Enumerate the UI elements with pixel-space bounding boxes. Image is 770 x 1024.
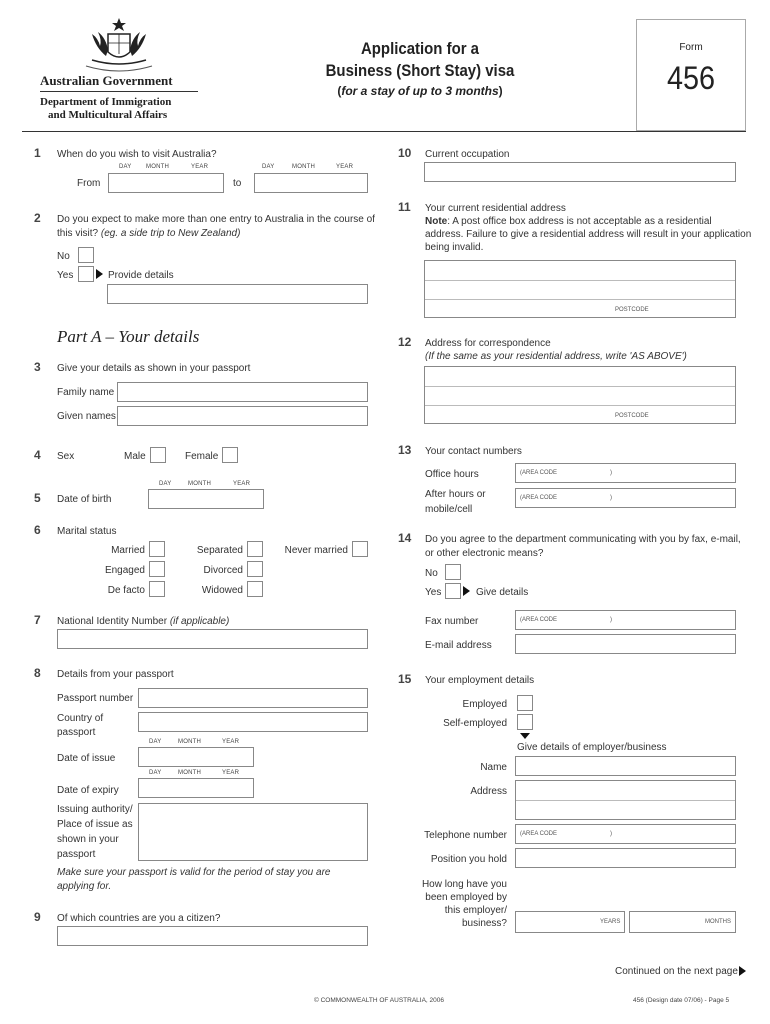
q2-yes-checkbox[interactable] [78,266,94,282]
q2-question-line2: this visit? (eg. a side trip to New Zealand) [57,228,241,239]
q15-how-long-label-line4: business? [461,918,507,929]
q15-give-details-label: Give details of employer/business [517,742,667,753]
q15-self-employed-label: Self-employed [443,718,507,729]
q2-no-label: No [57,251,70,262]
q11-number: 11 [398,200,411,214]
q1-from-date-field[interactable] [108,173,224,193]
q2-details-field[interactable] [107,284,368,304]
q14-fax-label: Fax number [425,616,479,627]
q15-self-employed-checkbox[interactable] [517,714,533,730]
q15-how-long-label-line3: this employer/ [444,905,507,916]
q15-question: Your employment details [425,675,535,686]
q6-separated-checkbox[interactable] [247,541,263,557]
q12-postcode-label: POSTCODE [615,413,649,419]
header-divider [22,131,746,132]
q2-no-checkbox[interactable] [78,247,94,263]
q8-issue-year-label: YEAR [222,739,240,745]
q8-authority-label-line4: passport [57,849,96,860]
q8-passport-number-label: Passport number [57,693,134,704]
q8-issue-month-label: MONTH [178,739,201,745]
form-number-box [636,19,746,131]
q15-address-label: Address [470,786,507,797]
q14-fax-area-code-label: (AREA CODE [520,617,558,623]
q13-office-hours-label: Office hours [425,469,479,480]
q12-question: Address for correspondence [425,338,551,349]
q15-telephone-label: Telephone number [424,830,507,841]
department-name-line2: and Multicultural Affairs [48,109,168,121]
q6-widowed-checkbox[interactable] [247,581,263,597]
q14-no-checkbox[interactable] [445,564,461,580]
q15-arrow-down-icon [520,733,530,739]
q4-male-label: Male [124,451,146,462]
q14-number: 14 [398,531,412,545]
q15-position-field[interactable] [515,848,736,868]
q15-number: 15 [398,672,412,686]
q14-fax-field[interactable] [515,610,736,630]
q14-give-details-label: Give details [476,587,529,598]
q6-question: Marital status [57,526,117,537]
q8-number: 8 [34,666,41,680]
q12-number: 12 [398,335,412,349]
q8-date-expiry-label: Date of expiry [57,785,119,796]
q5-number: 5 [34,491,41,505]
q3-number: 3 [34,360,41,374]
q14-question-line1: Do you agree to the department communicating with you by fax, e-mail, [425,534,741,545]
q2-question-line1: Do you expect to make more than one entry to Australia in the course of [57,214,375,225]
q8-date-issue-field[interactable] [138,747,254,767]
q10-occupation-field[interactable] [424,162,736,182]
q8-authority-label-line2: Place of issue as [57,819,133,830]
q6-engaged-label: Engaged [104,565,145,576]
q10-question: Current occupation [425,149,510,160]
continued-label: Continued on the next page [615,966,738,977]
q8-expiry-day-label: DAY [149,770,162,776]
q15-how-long-label-line1: How long have you [421,879,507,890]
q13-office-area-code-label: (AREA CODE [520,470,558,476]
form-title-line1: Application for a [360,39,480,58]
q1-to-year-label: YEAR [336,164,354,170]
q12-note: (If the same as your residential address, write 'AS ABOVE') [425,351,687,362]
q8-expiry-year-label: YEAR [222,770,240,776]
q13-office-hours-field[interactable] [515,463,736,483]
q9-number: 9 [34,910,41,924]
q8-authority-label-line1: Issuing authority/ [57,804,133,815]
department-name-line1: Department of Immigration [40,96,172,108]
q2-yes-label: Yes [57,270,74,281]
q3-given-names-label: Given names [57,411,116,422]
form-number: 456 [666,60,716,96]
q1-from-year-label: YEAR [191,164,209,170]
q11-address-line-divider [425,299,735,300]
header-rule [40,91,198,92]
q11-note-line3: being invalid. [425,242,484,253]
q6-divorced-checkbox[interactable] [247,561,263,577]
q15-years-field[interactable] [515,911,625,933]
page-number-text: 456 (Design date 07/06) - Page 5 [633,997,730,1004]
q2-number: 2 [34,211,41,225]
q6-separated-label: Separated [196,545,243,556]
q5-month-label: MONTH [188,481,211,487]
q5-date-of-birth-field[interactable] [148,489,264,509]
q8-authority-field[interactable] [138,803,368,861]
q8-date-issue-label: Date of issue [57,753,116,764]
q14-email-label: E-mail address [425,640,492,651]
q15-address-field[interactable] [515,780,736,820]
copyright-text: © COMMONWEALTH OF AUSTRALIA, 2006 [314,997,444,1004]
q9-question: Of which countries are you a citizen? [57,913,221,924]
q12-address-line-divider [425,405,735,406]
coat-of-arms-logo [78,16,160,76]
q14-fax-area-code-close: ) [610,617,612,623]
q14-no-label: No [425,568,438,579]
q6-engaged-checkbox[interactable] [149,561,165,577]
q7-number: 7 [34,613,41,627]
q9-citizenship-field[interactable] [57,926,368,946]
q1-to-month-label: MONTH [292,164,315,170]
q5-day-label: DAY [159,481,172,487]
q13-office-area-code-close: ) [610,470,612,476]
q11-postcode-label: POSTCODE [615,307,649,313]
q1-from-month-label: MONTH [146,164,169,170]
q15-name-label: Name [480,762,507,773]
q11-note-line2: address. Failure to give a residential address will result in your application [425,229,752,240]
q15-telephone-field[interactable] [515,824,736,844]
q11-question: Your current residential address [425,203,566,214]
q8-passport-number-field[interactable] [138,688,368,708]
q8-date-expiry-field[interactable] [138,778,254,798]
q14-email-field[interactable] [515,634,736,654]
q15-tel-area-code-close: ) [610,831,612,837]
q1-from-day-label: DAY [119,164,132,170]
q6-never-married-label: Never married [284,545,348,556]
q15-how-long-label-line2: been employed by [425,892,507,903]
continued-arrow-icon [739,966,746,976]
q13-after-area-code-close: ) [610,495,612,501]
q13-after-area-code-label: (AREA CODE [520,495,558,501]
q6-widowed-label: Widowed [201,585,243,596]
q4-male-checkbox[interactable] [150,447,166,463]
q15-years-label: YEARS [600,919,621,925]
q1-question: When do you wish to visit Australia? [57,149,217,160]
q6-de-facto-label: De facto [107,585,145,596]
q7-question: National Identity Number (if applicable) [57,616,230,627]
q11-note-line1: Note: A post office box address is not acceptable as a residential [425,216,712,227]
q1-to-date-field[interactable] [254,173,368,193]
q2-provide-details-label: Provide details [108,270,174,281]
q14-yes-checkbox[interactable] [445,583,461,599]
q4-number: 4 [34,448,41,462]
q11-address-field[interactable] [424,260,736,318]
q8-authority-label-line3: shown in your [57,834,119,845]
q15-address-line-divider [516,800,735,801]
q8-note-line1: Make sure your passport is valid for the period of stay you are [57,867,331,878]
q6-divorced-label: Divorced [203,565,243,576]
q15-position-label: Position you hold [430,854,507,865]
part-a-title: Part A – Your details [57,327,200,346]
q7-national-id-field[interactable] [57,629,368,649]
q3-family-name-field[interactable] [117,382,368,402]
q14-yes-label: Yes [425,587,442,598]
q3-family-name-label: Family name [57,387,115,398]
q6-married-label: Married [111,545,145,556]
q8-country-label-line2: passport [57,727,96,738]
q15-employed-label: Employed [462,699,507,710]
q8-expiry-month-label: MONTH [178,770,201,776]
q14-arrow-icon [463,586,470,596]
q8-country-field[interactable] [138,712,368,732]
q6-never-married-checkbox[interactable] [352,541,368,557]
q8-question: Details from your passport [57,669,174,680]
q15-months-label: MONTHS [705,919,731,925]
q13-after-hours-field[interactable] [515,488,736,508]
q1-from-label: From [77,178,101,189]
q14-question-line2: or other electronic means? [425,548,544,559]
q10-number: 10 [398,146,412,160]
q8-issue-day-label: DAY [149,739,162,745]
q8-country-label-line1: Country of [57,713,104,724]
q6-de-facto-checkbox[interactable] [149,581,165,597]
q5-question: Date of birth [57,494,112,505]
q2-arrow-icon [96,269,103,279]
q15-tel-area-code-label: (AREA CODE [520,831,558,837]
q4-female-checkbox[interactable] [222,447,238,463]
q15-months-field[interactable] [629,911,736,933]
q6-number: 6 [34,523,41,537]
q15-name-field[interactable] [515,756,736,776]
q13-after-hours-label-line1: After hours or [425,489,486,500]
q1-to-label: to [233,178,242,189]
q8-note-line2: applying for. [57,881,112,892]
q11-address-line-divider [425,280,735,281]
q15-employed-checkbox[interactable] [517,695,533,711]
form-subtitle: (for a stay of up to 3 months) [337,84,503,98]
q1-number: 1 [34,146,41,160]
q1-to-day-label: DAY [262,164,275,170]
q4-female-label: Female [185,451,219,462]
government-name: Australian Government [40,73,173,88]
q12-address-line-divider [425,386,735,387]
q4-question: Sex [57,451,75,462]
form-title-line2: Business (Short Stay) visa [325,61,515,80]
q13-number: 13 [398,443,412,457]
q6-married-checkbox[interactable] [149,541,165,557]
q13-after-hours-label-line2: mobile/cell [425,504,473,515]
form-label: Form [679,42,703,53]
q5-year-label: YEAR [233,481,251,487]
q3-question: Give your details as shown in your passport [57,363,251,374]
q13-question: Your contact numbers [425,446,522,457]
q3-given-names-field[interactable] [117,406,368,426]
q12-correspondence-field[interactable] [424,366,736,424]
